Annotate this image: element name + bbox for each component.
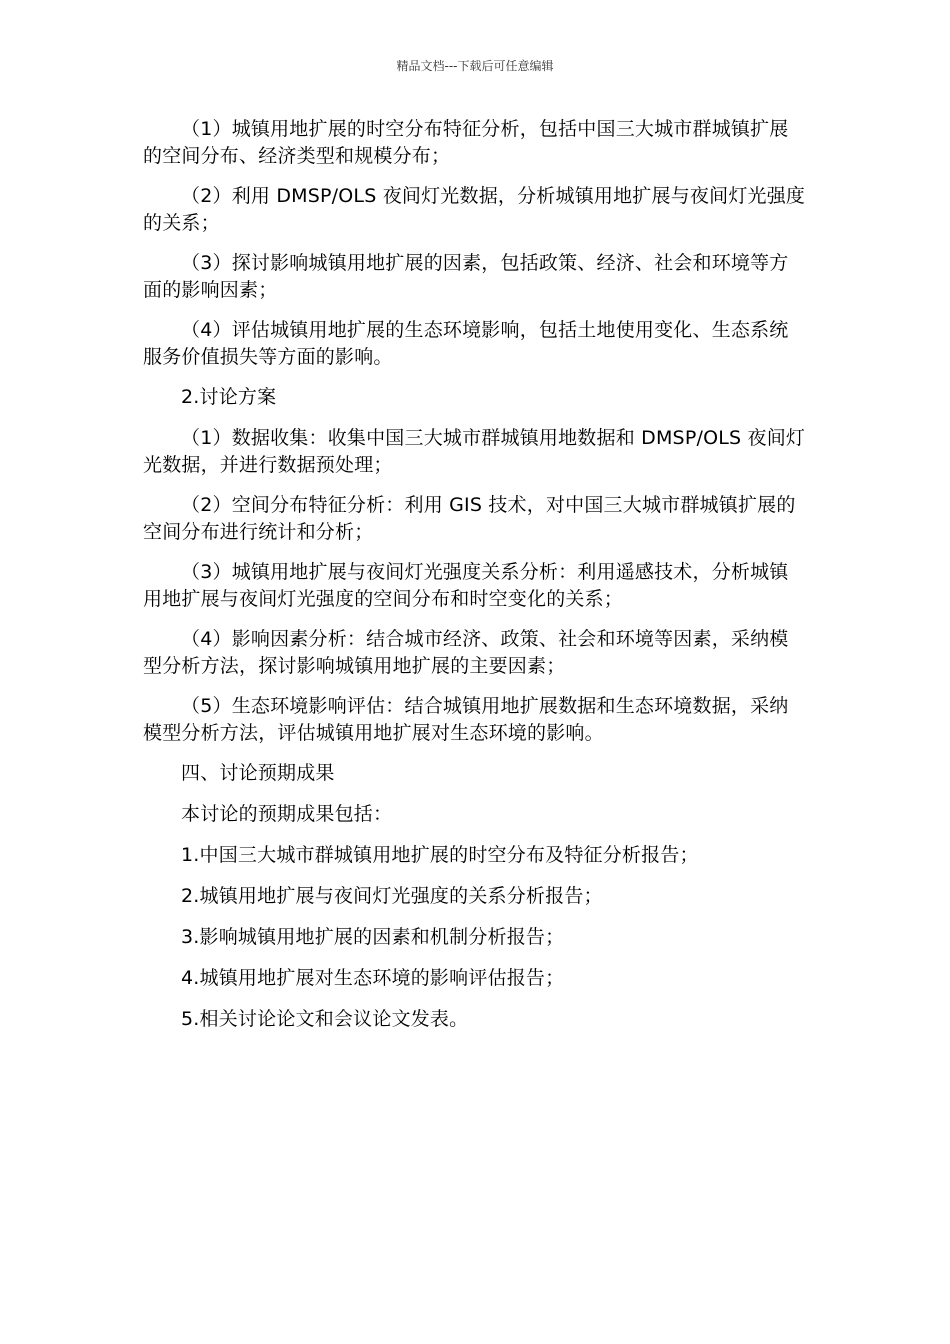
paragraph-outcome-3: 3.影响城镇用地扩展的因素和机制分析报告；: [181, 926, 565, 948]
document-body: [143, 116, 807, 1047]
paragraph-research-item-4: （4）评估城镇用地扩展的生态环境影响，包括土地使用变化、生态系统服务价值损失等方面的影响。: [143, 319, 789, 368]
paragraph-outcome-4: 4.城镇用地扩展对生态环境的影响评估报告；: [181, 967, 565, 989]
paragraph-research-item-1: （1）城镇用地扩展的时空分布特征分析，包括中国三大城市群城镇扩展的空间分布、经济类型和规模分布；: [143, 118, 789, 167]
paragraph-research-item-3: （3）探讨影响城镇用地扩展的因素，包括政策、经济、社会和环境等方面的影响因素；: [143, 252, 789, 301]
paragraph-outcomes-intro: 本讨论的预期成果包括：: [181, 803, 393, 825]
section-heading-outcomes: 四、讨论预期成果: [181, 762, 335, 784]
paragraph-plan-item-2: （2）空间分布特征分析：利用 GIS 技术，对中国三大城市群城镇扩展的空间分布进行统计和分析；: [143, 494, 796, 543]
paragraph-plan-item-1: （1）数据收集：收集中国三大城市群城镇用地数据和 DMSP/OLS 夜间灯光数据，并进行数据预处理；: [143, 427, 806, 476]
page-header: 精品文档---下载后可任意编辑: [396, 59, 554, 73]
paragraph-plan-item-3: （3）城镇用地扩展与夜间灯光强度关系分析：利用遥感技术，分析城镇用地扩展与夜间灯光强度的空间分布和时空变化的关系；: [143, 561, 789, 610]
paragraph-plan-item-4: （4）影响因素分析：结合城市经济、政策、社会和环境等因素，采纳模型分析方法，探讨影响城镇用地扩展的主要因素；: [143, 628, 789, 677]
paragraph-outcome-1: 1.中国三大城市群城镇用地扩展的时空分布及特征分析报告；: [181, 844, 699, 866]
section-heading-plan: 2.讨论方案: [181, 386, 277, 408]
paragraph-outcome-2: 2.城镇用地扩展与夜间灯光强度的关系分析报告；: [181, 885, 603, 907]
paragraph-plan-item-5: （5）生态环境影响评估：结合城镇用地扩展数据和生态环境数据，采纳模型分析方法，评估城镇用地扩展对生态环境的影响。: [143, 695, 789, 744]
paragraph-outcome-5: 5.相关讨论论文和会议论文发表。: [181, 1008, 469, 1030]
paragraph-research-item-2: （2）利用 DMSP/OLS 夜间灯光数据，分析城镇用地扩展与夜间灯光强度的关系；: [143, 185, 806, 234]
